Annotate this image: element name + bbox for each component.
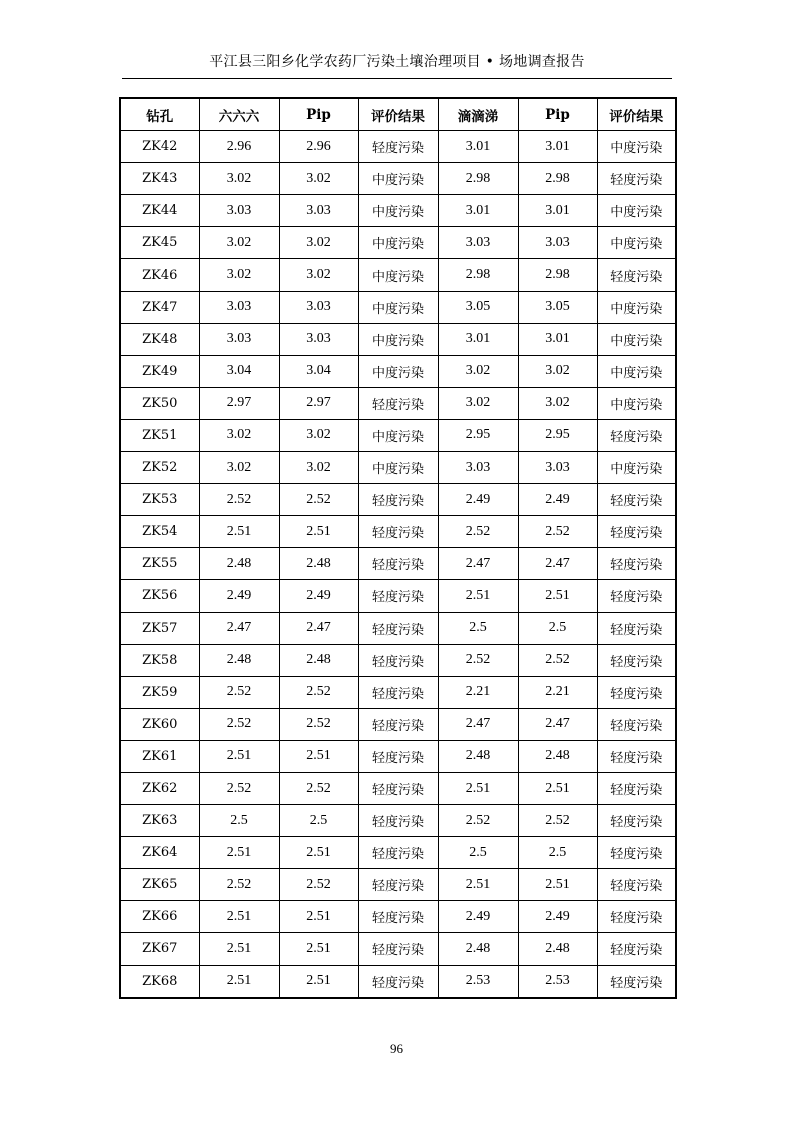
cell-ddt-value: 2.51 [438, 580, 518, 612]
column-header-pip-hch: Pip [279, 98, 358, 131]
cell-hch-pip: 2.51 [279, 740, 358, 772]
cell-hch-result: 轻度污染 [358, 580, 438, 612]
cell-hch-value: 2.5 [199, 805, 279, 837]
cell-hch-pip: 2.49 [279, 580, 358, 612]
cell-hch-result: 轻度污染 [358, 676, 438, 708]
cell-ddt-result: 轻度污染 [597, 772, 676, 804]
cell-hch-pip: 2.48 [279, 548, 358, 580]
cell-ddt-value: 2.95 [438, 419, 518, 451]
cell-ddt-result: 轻度污染 [597, 516, 676, 548]
cell-ddt-pip: 2.47 [518, 548, 597, 580]
cell-hch-pip: 3.02 [279, 419, 358, 451]
cell-borehole-id: ZK57 [120, 612, 199, 644]
cell-ddt-value: 2.47 [438, 548, 518, 580]
cell-ddt-pip: 2.52 [518, 805, 597, 837]
table-row [120, 708, 676, 740]
cell-hch-result: 中度污染 [358, 323, 438, 355]
table-row [120, 644, 676, 676]
cell-borehole-id: ZK56 [120, 580, 199, 612]
table-row [120, 933, 676, 965]
cell-ddt-value: 2.21 [438, 676, 518, 708]
cell-ddt-pip: 2.98 [518, 259, 597, 291]
cell-ddt-value: 2.49 [438, 901, 518, 933]
cell-hch-pip: 2.96 [279, 131, 358, 163]
table-row [120, 612, 676, 644]
column-header-result-ddt: 评价结果 [597, 98, 676, 131]
cell-borehole-id: ZK52 [120, 452, 199, 484]
cell-ddt-value: 2.5 [438, 612, 518, 644]
cell-hch-value: 2.51 [199, 965, 279, 998]
table-row [120, 163, 676, 195]
table-row [120, 195, 676, 227]
cell-borehole-id: ZK51 [120, 419, 199, 451]
cell-hch-pip: 2.52 [279, 676, 358, 708]
cell-borehole-id: ZK45 [120, 227, 199, 259]
cell-hch-value: 2.52 [199, 708, 279, 740]
cell-hch-value: 2.96 [199, 131, 279, 163]
cell-ddt-result: 中度污染 [597, 195, 676, 227]
cell-hch-value: 2.97 [199, 387, 279, 419]
cell-ddt-result: 中度污染 [597, 323, 676, 355]
cell-ddt-pip: 2.51 [518, 869, 597, 901]
cell-hch-value: 3.03 [199, 323, 279, 355]
cell-hch-result: 轻度污染 [358, 740, 438, 772]
cell-hch-pip: 3.03 [279, 291, 358, 323]
cell-hch-value: 2.49 [199, 580, 279, 612]
cell-ddt-value: 2.52 [438, 644, 518, 676]
cell-borehole-id: ZK61 [120, 740, 199, 772]
cell-hch-value: 2.48 [199, 548, 279, 580]
cell-ddt-result: 轻度污染 [597, 419, 676, 451]
cell-borehole-id: ZK46 [120, 259, 199, 291]
cell-hch-pip: 3.02 [279, 452, 358, 484]
cell-borehole-id: ZK65 [120, 869, 199, 901]
table-row [120, 772, 676, 804]
cell-borehole-id: ZK58 [120, 644, 199, 676]
table-row [120, 452, 676, 484]
cell-ddt-value: 3.03 [438, 452, 518, 484]
cell-ddt-pip: 3.05 [518, 291, 597, 323]
cell-hch-value: 3.03 [199, 195, 279, 227]
cell-hch-result: 轻度污染 [358, 901, 438, 933]
cell-ddt-pip: 2.52 [518, 644, 597, 676]
cell-ddt-result: 轻度污染 [597, 740, 676, 772]
cell-hch-pip: 2.48 [279, 644, 358, 676]
cell-hch-pip: 3.03 [279, 323, 358, 355]
cell-hch-value: 2.51 [199, 901, 279, 933]
cell-ddt-result: 轻度污染 [597, 259, 676, 291]
cell-hch-pip: 2.51 [279, 965, 358, 998]
column-header-borehole: 钻孔 [120, 98, 199, 131]
cell-ddt-pip: 2.53 [518, 965, 597, 998]
cell-ddt-result: 轻度污染 [597, 805, 676, 837]
cell-hch-result: 轻度污染 [358, 612, 438, 644]
table-row [120, 484, 676, 516]
cell-ddt-pip: 2.5 [518, 837, 597, 869]
cell-hch-result: 轻度污染 [358, 837, 438, 869]
cell-ddt-value: 2.48 [438, 933, 518, 965]
cell-ddt-result: 轻度污染 [597, 869, 676, 901]
cell-ddt-value: 2.53 [438, 965, 518, 998]
cell-ddt-value: 2.49 [438, 484, 518, 516]
cell-ddt-value: 3.03 [438, 227, 518, 259]
cell-hch-value: 2.47 [199, 612, 279, 644]
cell-hch-result: 中度污染 [358, 355, 438, 387]
cell-ddt-result: 轻度污染 [597, 163, 676, 195]
cell-hch-pip: 2.51 [279, 901, 358, 933]
cell-hch-value: 3.02 [199, 419, 279, 451]
cell-hch-pip: 3.02 [279, 163, 358, 195]
cell-hch-result: 中度污染 [358, 195, 438, 227]
column-header-result-hch: 评价结果 [358, 98, 438, 131]
cell-hch-result: 轻度污染 [358, 131, 438, 163]
cell-borehole-id: ZK62 [120, 772, 199, 804]
cell-ddt-value: 3.02 [438, 355, 518, 387]
cell-ddt-pip: 2.49 [518, 901, 597, 933]
cell-ddt-value: 3.01 [438, 131, 518, 163]
cell-ddt-pip: 3.02 [518, 387, 597, 419]
cell-borehole-id: ZK42 [120, 131, 199, 163]
cell-ddt-pip: 3.02 [518, 355, 597, 387]
cell-ddt-result: 轻度污染 [597, 612, 676, 644]
cell-hch-result: 中度污染 [358, 419, 438, 451]
cell-ddt-result: 轻度污染 [597, 708, 676, 740]
table-row [120, 676, 676, 708]
cell-ddt-pip: 3.03 [518, 227, 597, 259]
cell-ddt-result: 轻度污染 [597, 837, 676, 869]
cell-hch-value: 2.51 [199, 516, 279, 548]
cell-hch-pip: 3.04 [279, 355, 358, 387]
cell-ddt-result: 轻度污染 [597, 548, 676, 580]
page-number: 96 [390, 1041, 403, 1056]
cell-ddt-pip: 2.48 [518, 740, 597, 772]
cell-borehole-id: ZK48 [120, 323, 199, 355]
cell-hch-value: 2.48 [199, 644, 279, 676]
cell-ddt-result: 轻度污染 [597, 965, 676, 998]
cell-ddt-value: 2.52 [438, 805, 518, 837]
cell-hch-result: 轻度污染 [358, 965, 438, 998]
table-row [120, 901, 676, 933]
cell-hch-value: 2.52 [199, 676, 279, 708]
cell-ddt-pip: 3.01 [518, 323, 597, 355]
cell-ddt-value: 2.48 [438, 740, 518, 772]
cell-hch-pip: 2.51 [279, 933, 358, 965]
cell-ddt-pip: 2.52 [518, 516, 597, 548]
cell-ddt-pip: 2.48 [518, 933, 597, 965]
cell-ddt-value: 2.52 [438, 516, 518, 548]
table-row [120, 259, 676, 291]
cell-borehole-id: ZK64 [120, 837, 199, 869]
cell-hch-result: 轻度污染 [358, 708, 438, 740]
cell-borehole-id: ZK54 [120, 516, 199, 548]
table-row [120, 419, 676, 451]
table-header-row [120, 98, 676, 131]
table-row [120, 805, 676, 837]
cell-ddt-pip: 3.01 [518, 195, 597, 227]
cell-hch-pip: 2.51 [279, 837, 358, 869]
cell-ddt-result: 轻度污染 [597, 644, 676, 676]
cell-hch-result: 中度污染 [358, 163, 438, 195]
cell-hch-pip: 2.97 [279, 387, 358, 419]
cell-borehole-id: ZK55 [120, 548, 199, 580]
cell-hch-pip: 3.02 [279, 227, 358, 259]
cell-ddt-value: 3.01 [438, 195, 518, 227]
page-header: 平江县三阳乡化学农药厂污染土壤治理项目 • 场地调查报告 [209, 54, 585, 70]
table-row [120, 323, 676, 355]
table-row [120, 965, 676, 998]
cell-ddt-result: 轻度污染 [597, 901, 676, 933]
cell-hch-result: 轻度污染 [358, 548, 438, 580]
cell-hch-pip: 2.47 [279, 612, 358, 644]
cell-borehole-id: ZK63 [120, 805, 199, 837]
cell-ddt-result: 中度污染 [597, 452, 676, 484]
cell-hch-value: 3.02 [199, 259, 279, 291]
cell-hch-value: 3.02 [199, 452, 279, 484]
cell-ddt-result: 中度污染 [597, 355, 676, 387]
column-header-hch: 六六六 [199, 98, 279, 131]
cell-hch-result: 中度污染 [358, 227, 438, 259]
cell-hch-value: 3.02 [199, 163, 279, 195]
table-row [120, 355, 676, 387]
table-row [120, 291, 676, 323]
column-header-pip-ddt: Pip [518, 98, 597, 131]
column-header-ddt: 滴滴涕 [438, 98, 518, 131]
cell-ddt-value: 2.47 [438, 708, 518, 740]
cell-hch-value: 2.51 [199, 837, 279, 869]
cell-hch-result: 轻度污染 [358, 869, 438, 901]
cell-borehole-id: ZK67 [120, 933, 199, 965]
cell-ddt-value: 2.51 [438, 772, 518, 804]
cell-hch-pip: 2.5 [279, 805, 358, 837]
cell-ddt-pip: 2.51 [518, 772, 597, 804]
cell-hch-value: 2.52 [199, 484, 279, 516]
cell-ddt-value: 3.01 [438, 323, 518, 355]
cell-hch-value: 2.51 [199, 740, 279, 772]
cell-borehole-id: ZK66 [120, 901, 199, 933]
cell-hch-pip: 2.52 [279, 772, 358, 804]
cell-hch-result: 轻度污染 [358, 516, 438, 548]
cell-hch-result: 轻度污染 [358, 933, 438, 965]
table-header [120, 98, 676, 131]
cell-hch-pip: 2.51 [279, 516, 358, 548]
cell-ddt-pip: 2.98 [518, 163, 597, 195]
cell-ddt-result: 中度污染 [597, 131, 676, 163]
cell-ddt-pip: 2.49 [518, 484, 597, 516]
cell-ddt-value: 2.98 [438, 259, 518, 291]
table-row [120, 516, 676, 548]
cell-ddt-result: 中度污染 [597, 227, 676, 259]
cell-ddt-pip: 2.21 [518, 676, 597, 708]
table-row [120, 740, 676, 772]
cell-borehole-id: ZK60 [120, 708, 199, 740]
cell-ddt-pip: 2.51 [518, 580, 597, 612]
table-body [120, 131, 676, 998]
cell-ddt-pip: 3.01 [518, 131, 597, 163]
cell-ddt-result: 轻度污染 [597, 933, 676, 965]
cell-borehole-id: ZK68 [120, 965, 199, 998]
cell-ddt-pip: 2.95 [518, 419, 597, 451]
cell-borehole-id: ZK47 [120, 291, 199, 323]
cell-ddt-pip: 3.03 [518, 452, 597, 484]
cell-hch-result: 中度污染 [358, 452, 438, 484]
cell-ddt-pip: 2.5 [518, 612, 597, 644]
cell-ddt-value: 3.05 [438, 291, 518, 323]
cell-hch-result: 中度污染 [358, 259, 438, 291]
table-row [120, 131, 676, 163]
cell-hch-result: 轻度污染 [358, 805, 438, 837]
cell-hch-value: 2.51 [199, 933, 279, 965]
cell-borehole-id: ZK50 [120, 387, 199, 419]
cell-hch-result: 轻度污染 [358, 644, 438, 676]
table-row [120, 227, 676, 259]
cell-ddt-result: 轻度污染 [597, 580, 676, 612]
cell-borehole-id: ZK49 [120, 355, 199, 387]
cell-hch-value: 2.52 [199, 869, 279, 901]
table-row [120, 548, 676, 580]
cell-hch-pip: 2.52 [279, 484, 358, 516]
cell-ddt-value: 2.98 [438, 163, 518, 195]
header-divider [122, 78, 672, 79]
cell-ddt-result: 中度污染 [597, 291, 676, 323]
cell-ddt-result: 轻度污染 [597, 484, 676, 516]
table-row [120, 580, 676, 612]
cell-borehole-id: ZK44 [120, 195, 199, 227]
cell-hch-pip: 2.52 [279, 869, 358, 901]
table-row [120, 869, 676, 901]
cell-borehole-id: ZK59 [120, 676, 199, 708]
cell-hch-value: 2.52 [199, 772, 279, 804]
cell-ddt-pip: 2.47 [518, 708, 597, 740]
cell-hch-value: 3.03 [199, 291, 279, 323]
table-row [120, 387, 676, 419]
cell-hch-pip: 2.52 [279, 708, 358, 740]
pollution-evaluation-table [119, 97, 677, 999]
cell-hch-pip: 3.02 [279, 259, 358, 291]
table-row [120, 837, 676, 869]
cell-ddt-result: 轻度污染 [597, 676, 676, 708]
cell-hch-result: 中度污染 [358, 291, 438, 323]
cell-borehole-id: ZK43 [120, 163, 199, 195]
cell-borehole-id: ZK53 [120, 484, 199, 516]
cell-ddt-value: 3.02 [438, 387, 518, 419]
cell-hch-value: 3.02 [199, 227, 279, 259]
cell-ddt-result: 中度污染 [597, 387, 676, 419]
cell-hch-result: 轻度污染 [358, 484, 438, 516]
cell-ddt-value: 2.5 [438, 837, 518, 869]
cell-hch-result: 轻度污染 [358, 772, 438, 804]
cell-hch-value: 3.04 [199, 355, 279, 387]
cell-hch-result: 轻度污染 [358, 387, 438, 419]
cell-hch-pip: 3.03 [279, 195, 358, 227]
cell-ddt-value: 2.51 [438, 869, 518, 901]
